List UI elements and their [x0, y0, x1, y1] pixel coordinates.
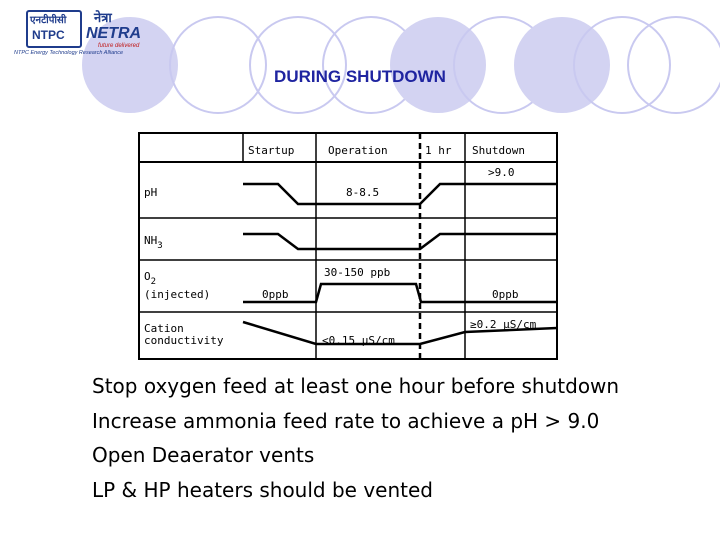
- o2-main: O: [144, 270, 151, 283]
- header-operation: Operation: [328, 144, 388, 157]
- netra-hindi-text: नेत्रा: [94, 11, 112, 26]
- o2-operation-value: 30-150 ppb: [324, 266, 391, 279]
- header-startup: Startup: [248, 144, 295, 157]
- ntpc-text: NTPC: [32, 28, 65, 42]
- netra-text: NETRA: [86, 25, 142, 42]
- row-label-conductivity: conductivity: [144, 334, 224, 347]
- row-label-nh3: [144, 234, 163, 251]
- header-1hr: 1 hr: [425, 144, 452, 157]
- ntpc-hindi-text: एनटीपीसी: [30, 15, 67, 26]
- row-label-o2-injected: (injected): [144, 288, 211, 301]
- logo-tagline: future delivered: [98, 43, 140, 49]
- o2-startup-value: 0ppb: [262, 288, 289, 301]
- row-label-cation: Cation: [144, 322, 184, 335]
- o2-subscript: 2: [150, 277, 157, 287]
- logo-subline: NTPC Energy Technology Research Alliance: [14, 50, 124, 56]
- cc-operation-value: <0.15 μS/cm: [322, 334, 395, 347]
- ph-trace: [243, 184, 557, 204]
- circle-7: [514, 17, 610, 113]
- cc-shutdown-value: ≥0.2 μS/cm: [470, 318, 537, 331]
- row-label-o2: [144, 270, 156, 287]
- bullet-item: Open Deaerator vents: [92, 443, 315, 467]
- ph-operation-value: 8-8.5: [346, 186, 380, 199]
- circle-5: [390, 17, 486, 113]
- bullet-item: Stop oxygen feed at least one hour before shutdown: [92, 374, 620, 398]
- nh3-main: NH: [144, 234, 158, 247]
- nh3-trace: [243, 234, 557, 249]
- shutdown-chemistry-diagram: [138, 132, 558, 360]
- o2-shutdown-value: 0ppb: [492, 288, 519, 301]
- circle-3: [250, 17, 346, 113]
- circle-9: [628, 17, 720, 113]
- header-shutdown: Shutdown: [472, 144, 525, 157]
- bullet-item: LP & HP heaters should be vented: [92, 477, 433, 502]
- ntpc-netra-logo: [14, 8, 154, 56]
- slide-title: DURING SHUTDOWN: [274, 67, 446, 86]
- nh3-subscript: 3: [157, 241, 163, 251]
- ph-shutdown-value: >9.0: [488, 166, 515, 179]
- bullet-list: [92, 373, 712, 511]
- circle-2: [170, 17, 266, 113]
- bullet-item: Increase ammonia feed rate to achieve a pH > 9.0: [92, 408, 600, 433]
- row-label-ph: pH: [144, 186, 158, 199]
